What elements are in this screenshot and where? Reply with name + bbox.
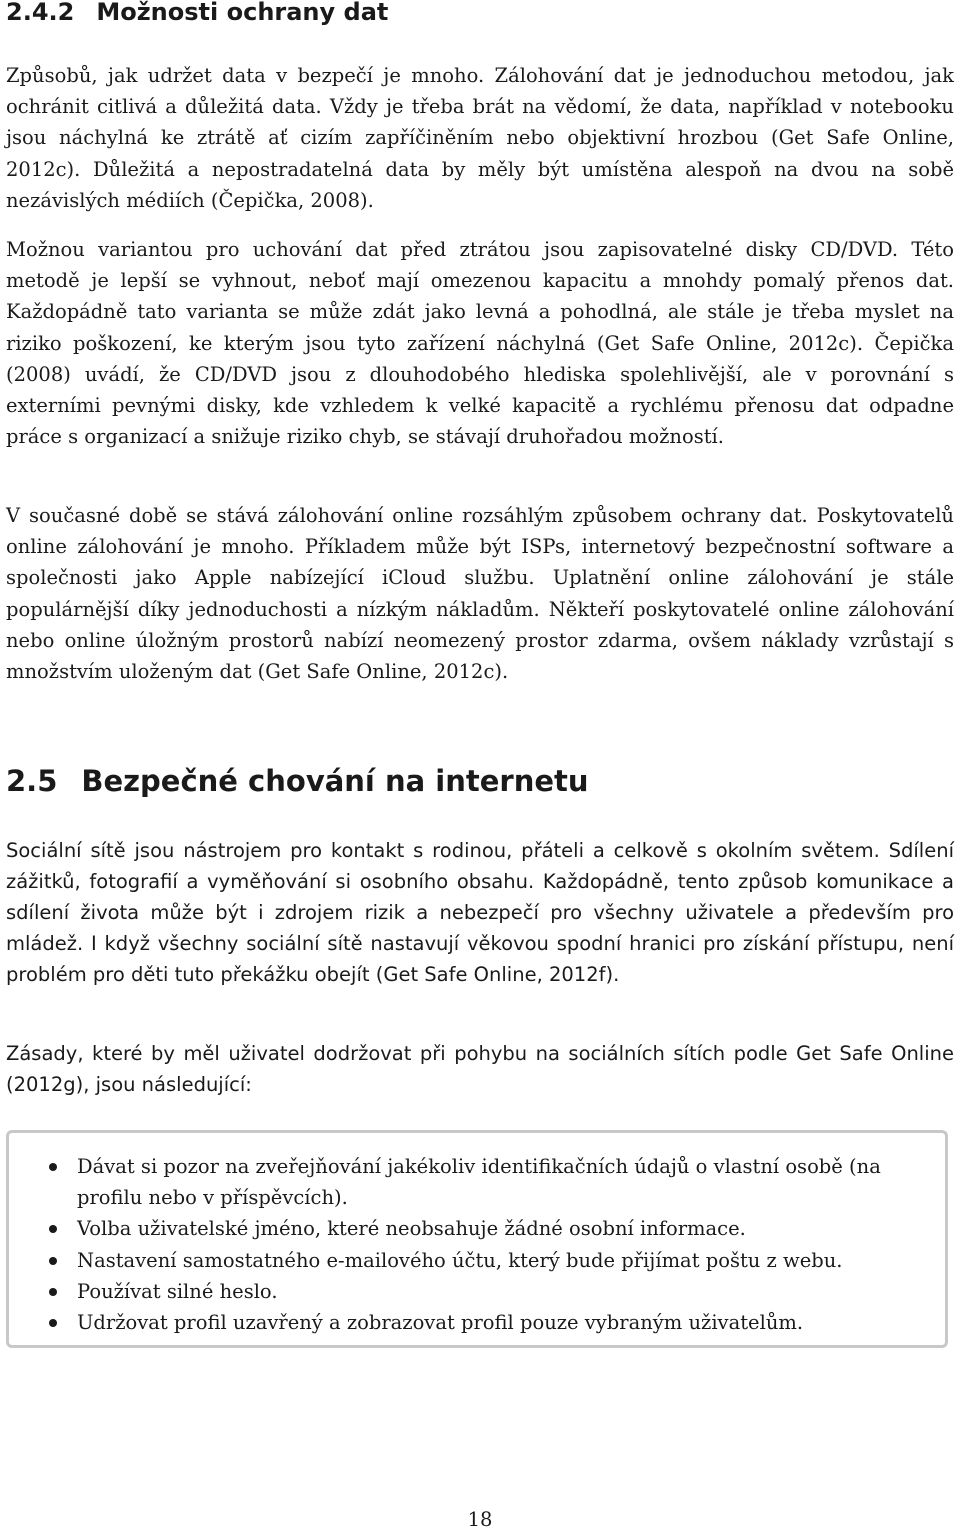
section-heading bbox=[6, 764, 589, 798]
list-item-text: Používat silné heslo. bbox=[77, 1279, 278, 1303]
paragraph-online-backup: V současné době se stává zálohování online rozsáhlým způsobem ochrany dat. Poskytovatelů online zálohování je mnoho. Příkladem může být ISPs, internetový bezpečnostní software a společnosti jako Apple nabízející iCloud službu. Uplatnění online zálohování je stále populárnější díky jednoduchosti a nízkým nákladům. Někteří poskytovatelé online zálohování nebo online úložným prostorů nabízí neomezený prostor zdarma, ovšem náklady vzrůstají s množstvím uloženým dat (Get Safe Online, 2012c). bbox=[6, 504, 954, 684]
page-number: 18 bbox=[467, 1508, 493, 1531]
list-item bbox=[49, 1151, 929, 1213]
subsection-heading bbox=[6, 0, 388, 26]
paragraph-social-networks: Sociální sítě jsou nástrojem pro kontakt s rodinou, přáteli a celkově s okolním světem. Sdílení zážitků, fotografií a vyměňování si osobního obsahu. Každopádně, tento způsob komunikace a sdílení života může být i zdrojem rizik a nebezpečí pro všechny uživatele a především pro mládež. I když všechny sociální sítě nastavují věkovou spodní hranici pro získání přístupu, není problém pro děti tuto překážku obejít (Get Safe Online, 2012f). bbox=[6, 839, 954, 986]
bullet-icon bbox=[49, 1225, 57, 1233]
list-item-text: Udržovat profil uzavřený a zobrazovat profil pouze vybraným uživatelům. bbox=[77, 1311, 804, 1335]
paragraph-rules-intro: Zásady, které by měl uživatel dodržovat při pohybu na sociálních sítích podle Get Safe Online (2012g), jsou následující: bbox=[6, 1042, 954, 1096]
section-number: 2.5 bbox=[6, 764, 58, 798]
paragraph-backup-methods: Způsobů, jak udržet data v bezpečí je mnoho. Zálohování dat je jednoduchou metodou, jak ochránit citlivá a důležitá data. Vždy je třeba brát na vědomí, že data, například v notebooku jsou náchylná ke ztrátě ať cizím zapříčiněním nebo objektivní hrozbou (Get Safe Online, 2012c). Důležitá a nepostradatelná data by měly být umístěna alespoň na dvou na sobě nezávislých médiích (Čepička, 2008). bbox=[6, 64, 954, 212]
list-item bbox=[49, 1213, 929, 1244]
list-item-text: Dávat si pozor na zveřejňování jakékoliv identifikačních údajů o vlastní osobě (na profilu nebo v příspěvcích). bbox=[77, 1155, 881, 1210]
subsection-number: 2.4.2 bbox=[6, 0, 75, 26]
section-title: Bezpečné chování na internetu bbox=[81, 764, 589, 798]
list-item bbox=[49, 1245, 929, 1276]
list-item-text: Nastavení samostatného e-mailového účtu, který bude přijímat poštu z webu. bbox=[77, 1248, 843, 1272]
bullet-icon bbox=[49, 1163, 57, 1171]
rules-box bbox=[6, 1130, 948, 1348]
bullet-icon bbox=[49, 1288, 57, 1296]
list-item bbox=[49, 1276, 929, 1307]
paragraph-cd-dvd: Možnou variantou pro uchování dat před ztrátou jsou zapisovatelné disky CD/DVD. Této metodě je lepší se vyhnout, neboť mají omezenou kapacitu a mnohdy pomalý přenos dat. Každopádně tato varianta se může zdát jako levná a pohodlná, ale stále je třeba myslet na riziko poškození, ke kterým jsou tyto zařízení náchylná (Get Safe Online, 2012c). Čepička (2008) uvádí, že CD/DVD jsou z dlouhodobého hlediska spolehlivější, ale v porovnání s externími pevnými disky, kde vzhledem k velké kapacitě a rychlému přenosu dat odpadne práce s organizací a snižuje riziko chyb, se stávají druhořadou možností. bbox=[6, 238, 954, 449]
bullet-icon bbox=[49, 1257, 57, 1265]
list-item-text: Volba uživatelské jméno, které neobsahuje žádné osobní informace. bbox=[77, 1217, 746, 1241]
bullet-icon bbox=[49, 1319, 57, 1327]
rules-list bbox=[49, 1151, 929, 1338]
list-item bbox=[49, 1307, 929, 1338]
subsection-title: Možnosti ochrany dat bbox=[96, 0, 389, 26]
